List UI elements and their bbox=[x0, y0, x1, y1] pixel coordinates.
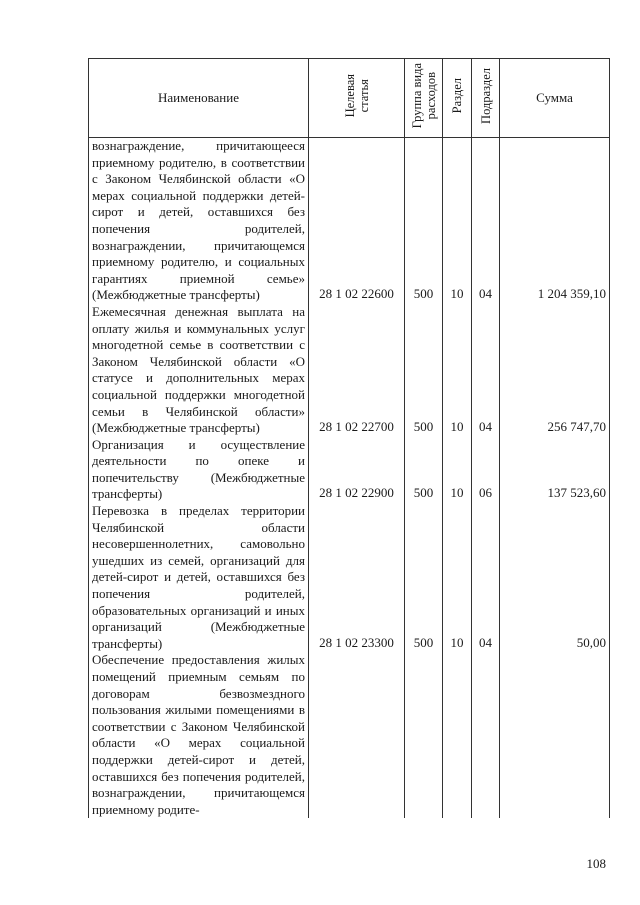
row-sum: 137 523,60 bbox=[500, 437, 610, 503]
row-subsection bbox=[472, 652, 500, 818]
row-expense-group: 500 bbox=[405, 138, 443, 304]
row-name: вознаграждение, причитающееся приемному родителю, в соответствии с Законом Челябинской области «О мерах социальной поддержки детей-сирот и детей, оставшихся без попечения родителей, вознаграждении, причитающемся приемному родителю, и социальных гарантиях приемной семье» (Межбюджетные трансферты) bbox=[89, 138, 309, 304]
row-sum: 1 204 359,10 bbox=[500, 138, 610, 304]
header-expense-group: Группа вида расходов bbox=[405, 59, 443, 138]
row-sum: 50,00 bbox=[500, 503, 610, 652]
row-subsection: 04 bbox=[472, 304, 500, 437]
row-sum: 256 747,70 bbox=[500, 304, 610, 437]
table-row bbox=[89, 503, 610, 652]
row-subsection: 06 bbox=[472, 437, 500, 503]
row-expense-group bbox=[405, 652, 443, 818]
row-section: 10 bbox=[443, 304, 472, 437]
row-section bbox=[443, 652, 472, 818]
table-row bbox=[89, 304, 610, 437]
row-sum bbox=[500, 652, 610, 818]
row-section: 10 bbox=[443, 503, 472, 652]
header-target-article: Целевая статья bbox=[309, 59, 405, 138]
row-subsection: 04 bbox=[472, 138, 500, 304]
table-row bbox=[89, 652, 610, 818]
header-name: Наименование bbox=[89, 59, 309, 138]
row-name: Организация и осуществление деятельности по опеке и попечительству (Межбюджетные трансферты) bbox=[89, 437, 309, 503]
row-name: Ежемесячная денежная выплата на оплату жилья и коммунальных услуг многодетной семье в соответствии с Законом Челябинской области «О статусе и дополнительных мерах социальной поддержки многодетной семьи в Челябинской области» (Межбюджетные трансферты) bbox=[89, 304, 309, 437]
row-name: Перевозка в пределах территории Челябинской области несовершеннолетних, самовольно ушедших из семей, организаций для детей-сирот и детей, оставшихся без попечения родителей, образовательных организаций и иных организаций (Межбюджетные трансферты) bbox=[89, 503, 309, 652]
row-section: 10 bbox=[443, 138, 472, 304]
table-row bbox=[89, 437, 610, 503]
row-expense-group: 500 bbox=[405, 437, 443, 503]
row-section: 10 bbox=[443, 437, 472, 503]
row-name: Обеспечение предоставления жилых помещений приемным семьям по договорам безвозмездного пользования жилыми помещениями в соответствии с Законом Челябинской области «О мерах социальной поддержки детей-сирот и детей, оставшихся без попечения родителей, вознаграждении, причитающемся приемному родите- bbox=[89, 652, 309, 818]
page-number: 108 bbox=[586, 856, 606, 871]
header-section: Раздел bbox=[443, 59, 472, 138]
row-target-article: 28 1 02 22900 bbox=[309, 437, 405, 503]
header-subsection: Подраздел bbox=[472, 59, 500, 138]
table-header-row bbox=[89, 59, 610, 138]
row-target-article bbox=[309, 652, 405, 818]
row-target-article: 28 1 02 23300 bbox=[309, 503, 405, 652]
table-row bbox=[89, 138, 610, 304]
row-target-article: 28 1 02 22700 bbox=[309, 304, 405, 437]
budget-table bbox=[88, 58, 610, 818]
row-expense-group: 500 bbox=[405, 503, 443, 652]
row-target-article: 28 1 02 22600 bbox=[309, 138, 405, 304]
row-subsection: 04 bbox=[472, 503, 500, 652]
row-expense-group: 500 bbox=[405, 304, 443, 437]
header-sum: Сумма bbox=[500, 59, 610, 138]
